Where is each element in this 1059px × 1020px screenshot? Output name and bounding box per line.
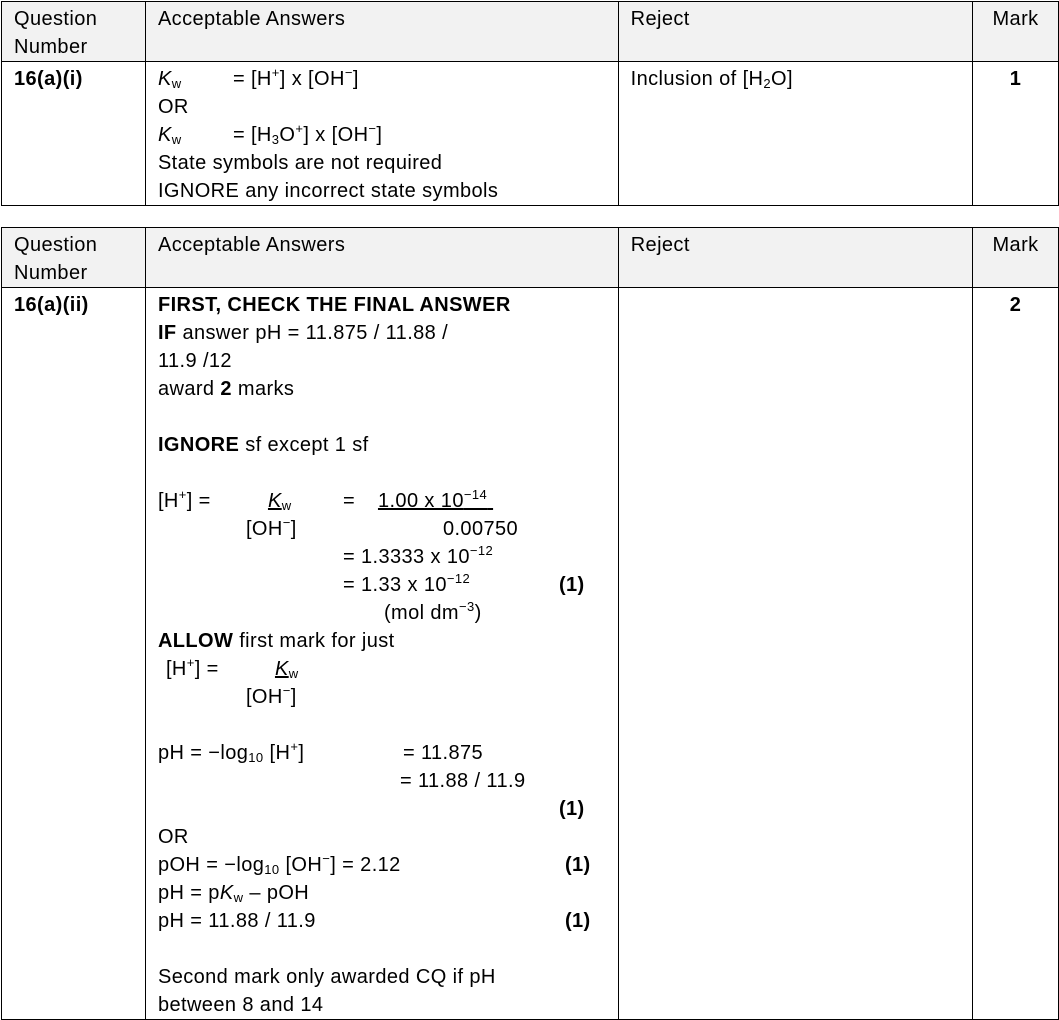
allow-fraction-denominator: [OH−] (245, 683, 297, 708)
header-question-number: Question Number (2, 2, 146, 62)
mark-cell: 1 (973, 62, 1059, 206)
ph-mark-line: (1) (558, 798, 585, 820)
h-fraction-denominator: [OH−] 0.00750 (245, 515, 519, 540)
if-answer-line: IF answer pH = 11.875 / 11.88 / (157, 322, 449, 344)
header-question-number: Question Number (2, 228, 146, 288)
header-mark: Mark (973, 228, 1059, 288)
check-final-answer: FIRST, CHECK THE FINAL ANSWER (157, 294, 511, 316)
header-reject: Reject (618, 2, 972, 62)
question-number: 16(a)(i) (2, 62, 146, 206)
units-line: (mol $dm^{-3}$) (383, 599, 482, 624)
question-number: 16(a)(ii) (2, 288, 146, 1020)
h-fraction-numerator: [H+] = $K_w$ = 1.00 x $10^{-14}$ (157, 487, 488, 513)
kw-equation-2: $K_w$ = $[H_3O^+]$ x [OH−] (157, 121, 383, 147)
ph-rounded-line: = 11.88 / 11.9 (399, 770, 526, 792)
allow-line: ALLOW first mark for just (157, 630, 395, 652)
ph-calc-line: pH = $-\log_{10}$ [H+] = 11.875 (157, 739, 484, 765)
acceptable-answers-cell (145, 288, 618, 1020)
ph-final-line: pH = 11.88 / 11.9 (1) (157, 910, 591, 932)
header-acceptable-answers: Acceptable Answers (145, 228, 618, 288)
mark-cell: 2 (973, 288, 1059, 1020)
or-text: OR (157, 96, 189, 118)
h-step-2: = 1.33 x $10^{-12}$ (1) (342, 571, 585, 596)
award-line: award 2 marks (157, 378, 295, 400)
mark-scheme-table-1 (1, 1, 1059, 206)
note-state-symbols: State symbols are not required (157, 152, 443, 174)
reject-cell: Inclusion of $[H_2O]$ (618, 62, 972, 206)
if-answer-line-2: 11.9 /12 (157, 350, 232, 372)
allow-fraction-numerator: [H+] = $K_w$ (165, 655, 299, 681)
header-row (2, 2, 1059, 62)
kw-equation-1: $K_w$ = [H+] x [OH−] (157, 65, 359, 91)
poh-line: pOH = $-\log_{10}$ [OH−] = 2.12 (1) (157, 851, 591, 877)
acceptable-answers-cell (145, 62, 618, 206)
reject-cell (618, 288, 972, 1020)
answer-row (2, 62, 1059, 206)
header-acceptable-answers: Acceptable Answers (145, 2, 618, 62)
header-reject: Reject (618, 228, 972, 288)
ignore-sf-line: IGNORE sf except 1 sf (157, 434, 369, 456)
or-text: OR (157, 826, 189, 848)
note-ignore-state-symbols: IGNORE any incorrect state symbols (157, 180, 499, 202)
mark-scheme-table-2 (1, 227, 1059, 1020)
answer-row (2, 288, 1059, 1020)
h-step-1: = 1.3333 x $10^{-12}$ (342, 543, 494, 568)
ph-pkw-line: pH = $pK_w$ – pOH (157, 882, 310, 905)
header-mark: Mark (973, 2, 1059, 62)
second-mark-note-2: between 8 and 14 (157, 994, 324, 1016)
second-mark-note-1: Second mark only awarded CQ if pH (157, 966, 496, 988)
header-row (2, 228, 1059, 288)
